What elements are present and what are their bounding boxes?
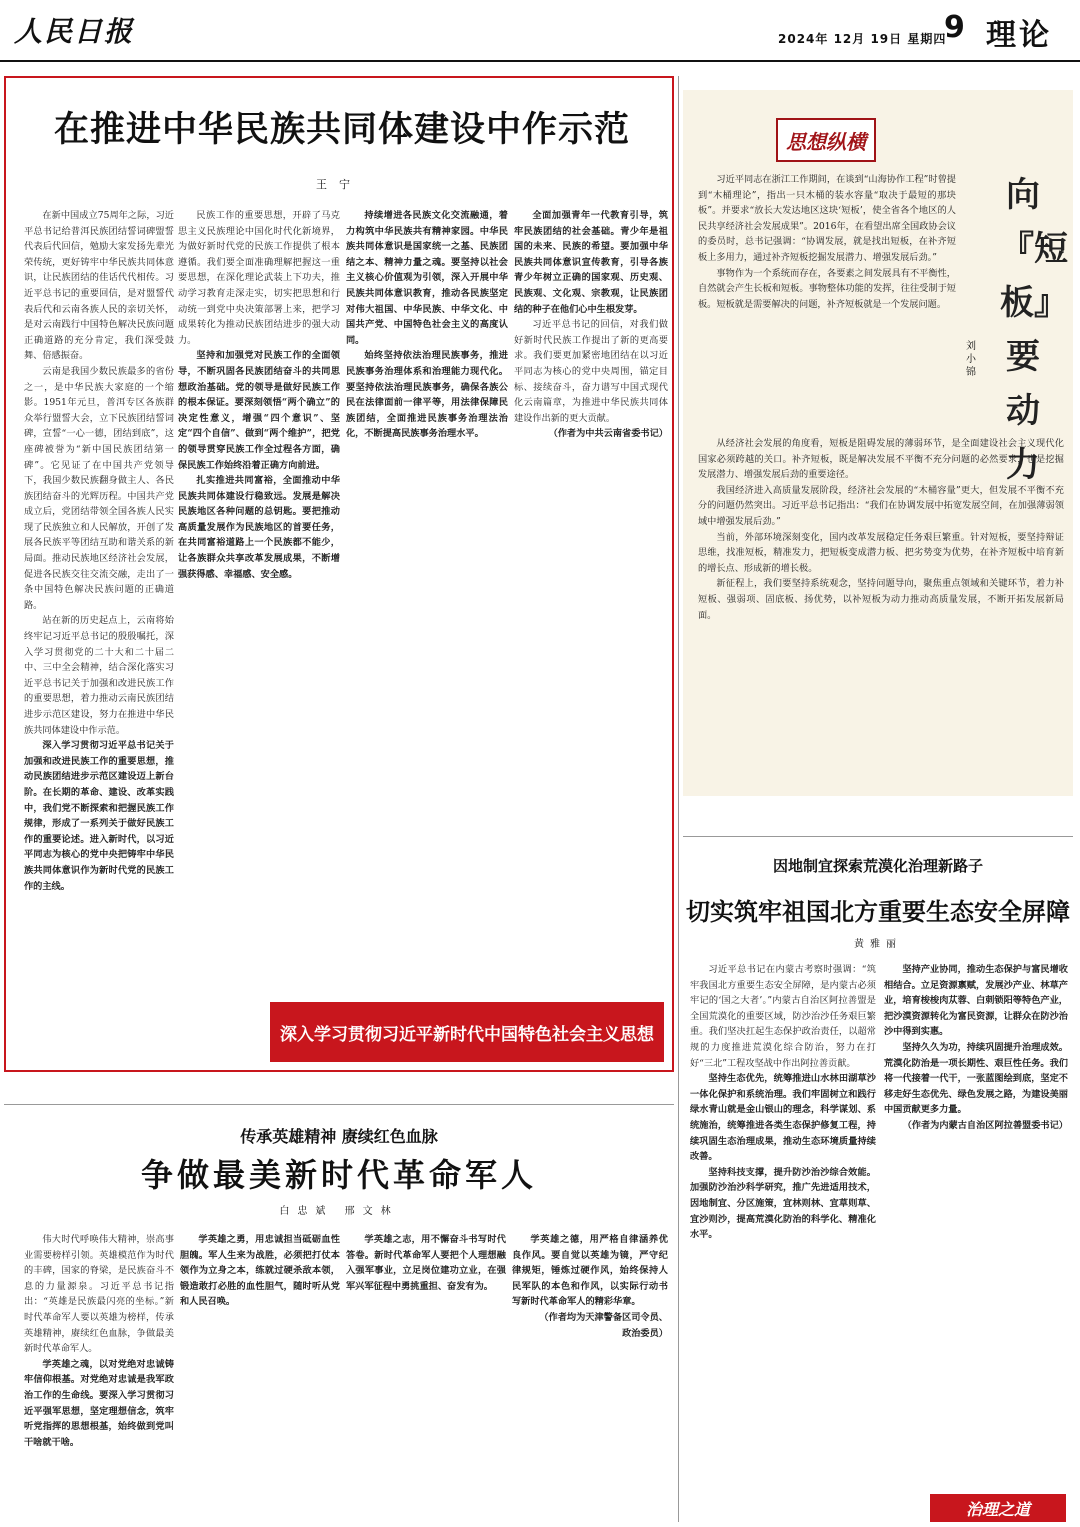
theme-banner: 深入学习贯彻习近平新时代中国特色社会主义思想 — [270, 1002, 664, 1062]
paragraph: 站在新的历史起点上，云南将始终牢记习近平总书记的殷殷嘱托，深入学习贯彻党的二十大和二十届二中、三中全会精神，结合深化落实习近平总书记关于加强和改进民族工作的重要思想，着力推动云南民族团结进步示范区建设，努力在推进中华民族共同体建设中作示范。 — [24, 615, 174, 736]
author-note: （作者均为天津警备区司令员、政治委员） — [539, 1311, 668, 1339]
paragraph: 民族工作的重要思想，开辟了马克思主义民族理论中国化时代化新境界，为做好新时代党的民族工作提供了根本遵循。我们要全面准确理解把握这一重要思想，在深化理论武装上下功夫，推动学习教育走深走实，切实把思想和行动统一到党中央决策部署上来，把学习成果转化为推动民族团结进步的强大动力。 — [178, 210, 340, 346]
paragraph-lead: 学英雄之勇，用忠诚担当砥砺血性胆魄。军人生来为战胜，必须把打仗本领作为立身之本，练就过硬杀敌本领，锻造敢打必胜的血性胆气，随时听从党和人民召唤。 — [180, 1234, 340, 1308]
military-article-column-2 — [180, 1232, 340, 1522]
author-note: （作者为中共云南省委书记） — [548, 428, 668, 440]
issue-date: 2024年 12月 19日 星期四 — [778, 32, 947, 46]
main-article-column-2 — [178, 208, 340, 1076]
paragraph: 从经济社会发展的角度看，短板是阻碍发展的薄弱环节，是全面建设社会主义现代化国家必须跨越的关口。补齐短板，既是解决发展不平衡不充分问题的必然要求，也是挖掘发展潜力、增强发展后劲的重要途径。 — [698, 438, 1064, 481]
column-logo-governance: 治理之道 — [930, 1494, 1066, 1522]
paragraph: 事物作为一个系统而存在，各要素之间发展具有不平衡性，自然就会产生长板和短板。事物整体功能的发挥，往往受制于短板。短板就是需要解决的问题，补齐短板就是一个发展问题。 — [698, 267, 956, 310]
main-article-column-4 — [514, 208, 668, 998]
main-article-column-1 — [24, 208, 174, 1076]
desert-article-author: 黄雅丽 — [854, 939, 902, 950]
military-article-column-1 — [24, 1232, 174, 1522]
military-article-subhead: 传承英雄精神 赓续红色血脉 — [240, 1127, 438, 1146]
desert-article-column-1 — [690, 962, 876, 1490]
paragraph-lead: 坚持和加强党对民族工作的全面领导，不断巩固各民族团结奋斗的共同思想政治基础。党的领导是做好民族工作的根本保证。要深刻领悟“两个确立”的决定性意义，增强“四个意识”、坚定“四个自信”、做到“两个维护”，把党的领导贯穿民族工作全过程各方面，确保民族工作始终沿着正确方向前进。 — [178, 350, 340, 471]
desert-article-column-2 — [884, 962, 1068, 1482]
paragraph-lead: 坚持生态优先，统筹推进山水林田湖草沙一体化保护和系统治理。我们牢固树立和践行绿水青山就是金山银山的理念，科学谋划、系统施治，统筹推进各类生态保护修复工程，持续巩固生态治理成果，推动生态环境质量持续改善。 — [690, 1073, 876, 1163]
military-article-title[interactable]: 争做最美新时代革命军人 — [140, 1156, 537, 1194]
desert-article-subhead: 因地制宜探索荒漠化治理新路子 — [772, 857, 983, 875]
paragraph-lead: 坚持产业协同，推动生态保护与富民增收相结合。立足资源禀赋，发展沙产业、林草产业，培育梭梭肉苁蓉、白刺锁阳等特色产业，把沙漠资源转化为富民资源，让群众在防沙治沙中得到实惠。 — [884, 964, 1068, 1038]
paragraph-lead: 学英雄之德，用严格自律涵养优良作风。要自觉以英雄为镜，严守纪律规矩，锤炼过硬作风，始终保持人民军队的本色和作风，以实际行动书写新时代革命军人的精彩华章。 — [512, 1234, 668, 1308]
side-article-text-bottom — [698, 436, 1064, 786]
paragraph-lead: 全面加强青年一代教育引导，筑牢民族团结的社会基础。青少年是祖国的未来、民族的希望。要加强中华民族共同体意识宣传教育，引导各族青少年树立正确的国家观、历史观、民族观、文化观、宗教观，让民族团结的种子在他们心中生根发芽。 — [514, 210, 668, 315]
author-note: （作者为内蒙古自治区阿拉善盟委书记） — [902, 1119, 1068, 1131]
page-number: 9 — [944, 10, 965, 45]
paragraph-lead: 学英雄之志，用不懈奋斗书写时代答卷。新时代革命军人要把个人理想融入强军事业，立足岗位建功立业，在强军兴军征程中勇挑重担、奋发有为。 — [346, 1234, 506, 1292]
paragraph-lead: 扎实推进共同富裕，全面推动中华民族共同体建设行稳致远。发展是解决民族地区各种问题的总钥匙。要把推动高质量发展作为民族地区的首要任务，在共同富裕道路上一个民族都不能少，让各族群众共享改革发展成果，不断增强获得感、幸福感、安全感。 — [178, 475, 340, 580]
paragraph: 习近平总书记在内蒙古考察时强调：“筑牢我国北方重要生态安全屏障，是内蒙古必须牢记的‘国之大者’。”内蒙古自治区阿拉善盟是全国荒漠化的重要区域，防沙治沙任务艰巨繁重。我们坚决扛起生态保护政治责任，以超常规的力度推进荒漠化综合防治，努力在打好“三北”工程攻坚战中作出阿拉善贡献。 — [690, 964, 876, 1069]
paragraph: 习近平总书记的回信，对我们做好新时代民族工作提出了新的更高要求。我们要更加紧密地团结在以习近平同志为核心的党中央周围，锚定目标、接续奋斗，奋力谱写中国式现代化云南篇章，为推进中华民族共同体建设作出新的更大贡献。 — [514, 319, 668, 424]
paragraph: 我国经济进入高质量发展阶段，经济社会发展的“木桶容量”更大，但发展不平衡不充分的问题仍然突出。习近平总书记指出：“我们在协调发展中拓宽发展空间，在加强薄弱领域中增强发展后劲。” — [698, 484, 1064, 527]
masthead — [0, 0, 1080, 62]
divider — [683, 836, 1073, 837]
main-article-author: 王宁 — [316, 178, 362, 191]
military-article-column-4 — [512, 1232, 668, 1522]
main-article-column-3 — [346, 208, 508, 998]
paragraph-lead: 坚持久久为功，持续巩固提升治理成效。荒漠化防治是一项长期性、艰巨性任务。我们将一代接着一代干，一张蓝图绘到底，坚定不移走好生态优先、绿色发展之路，为建设美丽中国贡献更多力量。 — [884, 1041, 1068, 1116]
paragraph: 当前，外部环境深刻变化，国内改革发展稳定任务艰巨繁重。针对短板，要坚持辩证思维，找准短板，精准发力，把短板变成潜力板、把劣势变为优势，在补齐短板中培育新的增长点、形成新的增长极。 — [698, 531, 1064, 574]
paper-name: 人民日报 — [14, 15, 135, 48]
section-name: 理论 — [986, 18, 1052, 53]
paragraph-lead: 学英雄之魂，以对党绝对忠诚铸牢信仰根基。对党绝对忠诚是我军政治工作的生命线。要深入学习贯彻习近平强军思想，坚定理想信念，筑牢听党指挥的思想根基，始终做到党叫干啥就干啥。 — [24, 1358, 174, 1448]
column-logo: 思想纵横 — [776, 118, 876, 162]
military-article-column-3 — [346, 1232, 506, 1522]
paragraph: 习近平同志在浙江工作期间，在谈到“山海协作工程”时曾提到“木桶理论”，指出一只木桶的装水容量“取决于最短的那块板”。并要求“放长大发达地区这块‘短板’，使全省各个地区的人民共享经济社会发展成果”。2016年，在看望出席全国政协会议的委员时，总书记强调：“协调发展，就是找出短板，在补齐短板上多用力，通过补齐短板挖掘发展潜力、增强发展后劲。” — [698, 174, 956, 263]
column-divider — [678, 76, 679, 1522]
desert-article-title[interactable]: 切实筑牢祖国北方重要生态安全屏障 — [686, 898, 1070, 926]
side-article-text-top — [698, 172, 956, 428]
paragraph-lead: 深入学习贯彻习近平总书记关于加强和改进民族工作的重要思想，推动民族团结进步示范区建设迈上新台阶。在长期的革命、建设、改革实践中，我们党不断探索和把握民族工作规律，形成了一系列关于做好民族工作的重要论述。进入新时代，以习近平同志为核心的党中央把铸牢中华民族共同体意识作为新时代党的民族工作的主线。 — [24, 740, 174, 892]
side-article-author: 刘小锦 — [966, 341, 976, 378]
paragraph-lead: 坚持科技支撑，提升防沙治沙综合效能。加强防沙治沙科学研究，推广先进适用技术，因地制宜、分区施策，宜林则林、宜草则草、宜沙则沙，提高荒漠化防治的科学化、精准化水平。 — [690, 1166, 876, 1241]
paragraph-lead: 持续增进各民族文化交流融通，着力构筑中华民族共有精神家园。中华民族共同体意识是国家统一之基、民族团结之本、精神力量之魂。要坚持以社会主义核心价值观为引领，深入开展中华民族共同体意识教育，推动各民族坚定对伟大祖国、中华民族、中华文化、中国共产党、中国特色社会主义的高度认同。 — [346, 210, 508, 346]
side-article-title[interactable]: 向『短板』要动力 — [1000, 175, 1068, 485]
military-article-author: 白忠斌 邢文林 — [279, 1206, 399, 1217]
paragraph: 云南是我国少数民族最多的省份之一，是中华民族大家庭的一个缩影。1951年元旦，普洱专区各族群众举行盟誓大会，立下民族团结誓词碑，宣誓“一心一德，团结到底”，这座碑被誉为“新中国民族团结第一碑”。它见证了在中国共产党领导下，我国少数民族翻身做主人、各民族团结奋斗的光辉历程。中国共产党成立后，党团结带领全国各族人民实现了民族独立和人民解放，开创了发展各民族平等团结互助和谐关系的新局面。推动民族地区经济社会发展，促进各民族交往交流交融，走出了一条中国特色解决民族问题的正确道路。 — [24, 365, 174, 611]
paragraph: 在新中国成立75周年之际，习近平总书记给普洱民族团结誓词碑盟誓代表后代回信，勉励大家发扬先辈光荣传统，更好铸牢中华民族共同体意识，让民族团结的佳话代代相传。习近平总书记的重要回信，是对盟誓代表后代和云南各族人民的亲切关怀，是对云南践行中国特色解决民族问题正确道路的充分肯定，我们深受鼓舞、倍感振奋。 — [24, 210, 174, 362]
divider — [4, 1104, 674, 1105]
main-article-title[interactable]: 在推进中华民族共同体建设中作示范 — [53, 110, 630, 150]
paragraph-lead: 始终坚持依法治理民族事务，推进民族事务治理体系和治理能力现代化。要坚持依法治理民族事务，确保各族公民在法律面前一律平等，用法律保障民族团结，全面推进民族事务治理法治化，不断提高民族事务治理水平。 — [346, 350, 508, 440]
paragraph: 伟大时代呼唤伟大精神，崇高事业需要榜样引领。英雄模范作为时代的丰碑，国家的脊梁，是民族奋斗不息的力量源泉。习近平总书记指出：“英雄是民族最闪亮的坐标。”新时代革命军人要以英雄为榜样，传承英雄精神，赓续红色血脉，争做最美新时代革命军人。 — [24, 1234, 174, 1355]
paragraph: 新征程上，我们要坚持系统观念，坚持问题导向，聚焦重点领域和关键环节，着力补短板、强弱项、固底板、扬优势，以补短板为动力推动高质量发展，不断开拓发展新局面。 — [698, 578, 1064, 621]
